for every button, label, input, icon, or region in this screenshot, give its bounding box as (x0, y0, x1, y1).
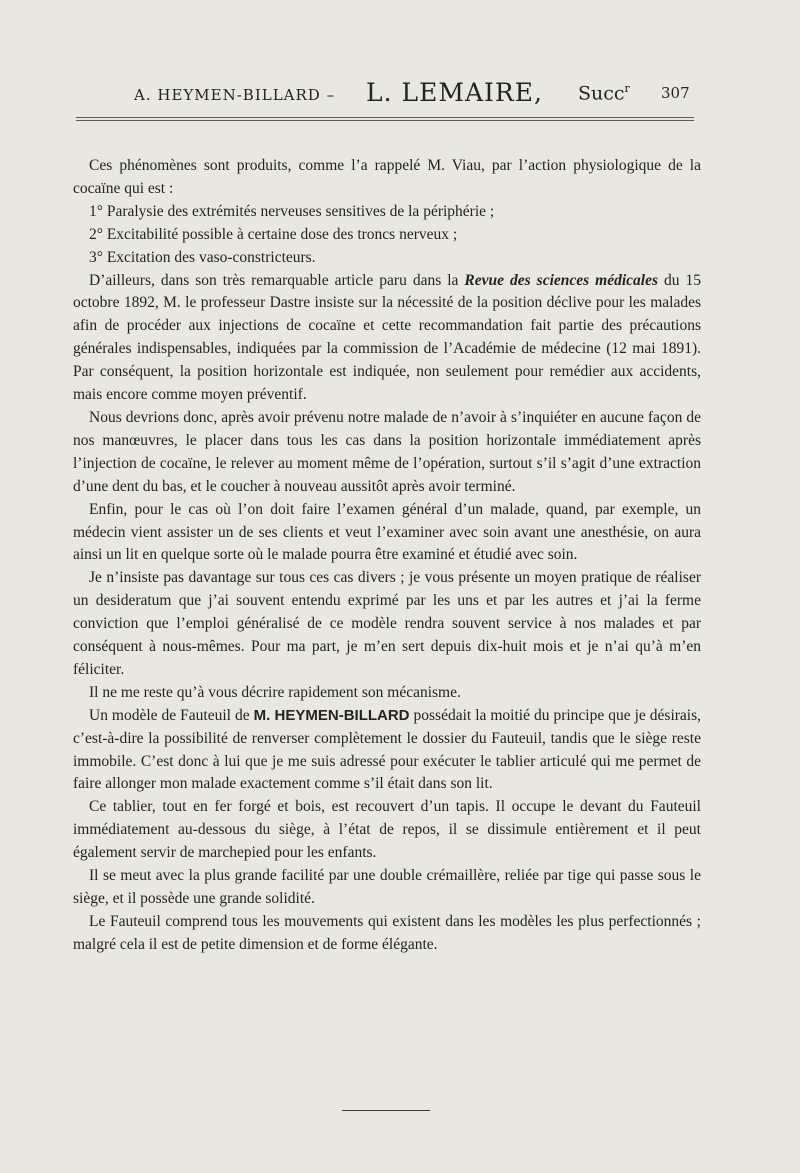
paragraph: Le Fauteuil comprend tous les mouvements qui existent dans les modèles les plus perfectionnés ; malgré cela il est de petite dimension et de forme élégante. (73, 912, 701, 953)
paragraph: Il se meut avec la plus grande facilité par une double crémaillère, reliée par tige qui passe sous le siège, et il possède une grande solidité. (73, 867, 701, 907)
header-succ: Succ$^r$ (578, 82, 630, 105)
paragraph: Nous devrions donc, après avoir prévenu notre malade de n’avoir à s’inquiéter en aucune façon de nos manœuvres, le placer dans tous les cas dans la position horizontale immédiatement après l’injection de cocaïne, le relever au moment même de l’opération, surtout s’il s’agit d’une extraction d’une dent du bas, et le coucher à nouveau aussitôt après avoir terminé. (73, 408, 701, 495)
paragraph: Enfin, pour le cas où l’on doit faire l’examen général d’un malade, quand, par exemple, un médecin vient assister un de ses clients et veut l’examiner avec soin avant une anesthésie, on aura ainsi un lit en quelque sorte où le malade pourra être examiné et étudié avec soin. (73, 500, 701, 564)
paragraph: Ce tablier, tout en fer forgé et bois, est recouvert d’un tapis. Il occupe le devant du Fauteuil immédiatement au-dessous du siège, à l’état de repos, il se dissimule entièrement et il peut également servir de marchepied pour les enfants. (73, 798, 701, 862)
paragraph: Un modèle de Fauteuil de M. HEYMEN-BILLARD possédait la moitié du principe que je désirais, c’est-à-dire la possibilité de renverser complètement le dossier du Fauteuil, tandis que le siège reste immobile. C’est donc à lui que je me suis adressé pour exécuter le tablier articulé qui me permet de faire allonger mon malade exactement comme s’il était dans son lit. (73, 706, 702, 793)
list-item: 1° Paralysie des extrémités nerveuses sensitives de la périphérie ; (89, 202, 495, 220)
list-item: 3° Excitation des vaso-constricteurs. (89, 248, 316, 266)
paragraph: Je n’insiste pas davantage sur tous ces cas divers ; je vous présente un moyen pratique de réaliser un desideratum que j’ai souvent entendu exprimé par les uns et par les autres et j’ai la ferme conviction que l’emploi généralisé de ce modèle rendra souvent service à nos malades et par conséquent à nous-mêmes. Pour ma part, je m’en sert depuis dix-huit mois et je n’ai qu’à m’en féliciter. (73, 569, 701, 678)
list-item: 2° Excitabilité possible à certaine dose des troncs nerveux ; (89, 225, 458, 243)
body-text (73, 155, 701, 957)
header-rule (76, 117, 694, 118)
paragraph: Il ne me reste qu’à vous décrire rapidement son mécanisme. (89, 683, 461, 701)
page-number: 307 (661, 84, 690, 102)
paragraph: D’ailleurs, dans son très remarquable article paru dans la Revue des sciences médicales du 15 octobre 1892, M. le professeur Dastre insiste sur la nécessité de la position déclive pour les malades afin de procéder aux injections de cocaïne et cette recommandation fait partie des précautions générales indispensables, indiquées par la commission de l’Académie de médecine (12 mai 1891). Par conséquent, la position horizontale est indiquée, non seulement pour remédier aux accidents, mais encore comme moyen préventif. (73, 271, 701, 404)
running-header (134, 78, 690, 108)
header-name: L. LEMAIRE, (366, 78, 543, 107)
paragraph: Ces phénomènes sont produits, comme l’a rappelé M. Viau, par l’action physiologique de la cocaïne qui est : (73, 157, 701, 197)
closing-rule (342, 1110, 430, 1111)
manufacturer-name: M. HEYMEN-BILLARD (253, 706, 410, 724)
header-left: A. HEYMEN-BILLARD – (134, 86, 336, 104)
header-rule-double (76, 120, 694, 121)
journal-title: Revue des sciences médicales (464, 271, 659, 289)
